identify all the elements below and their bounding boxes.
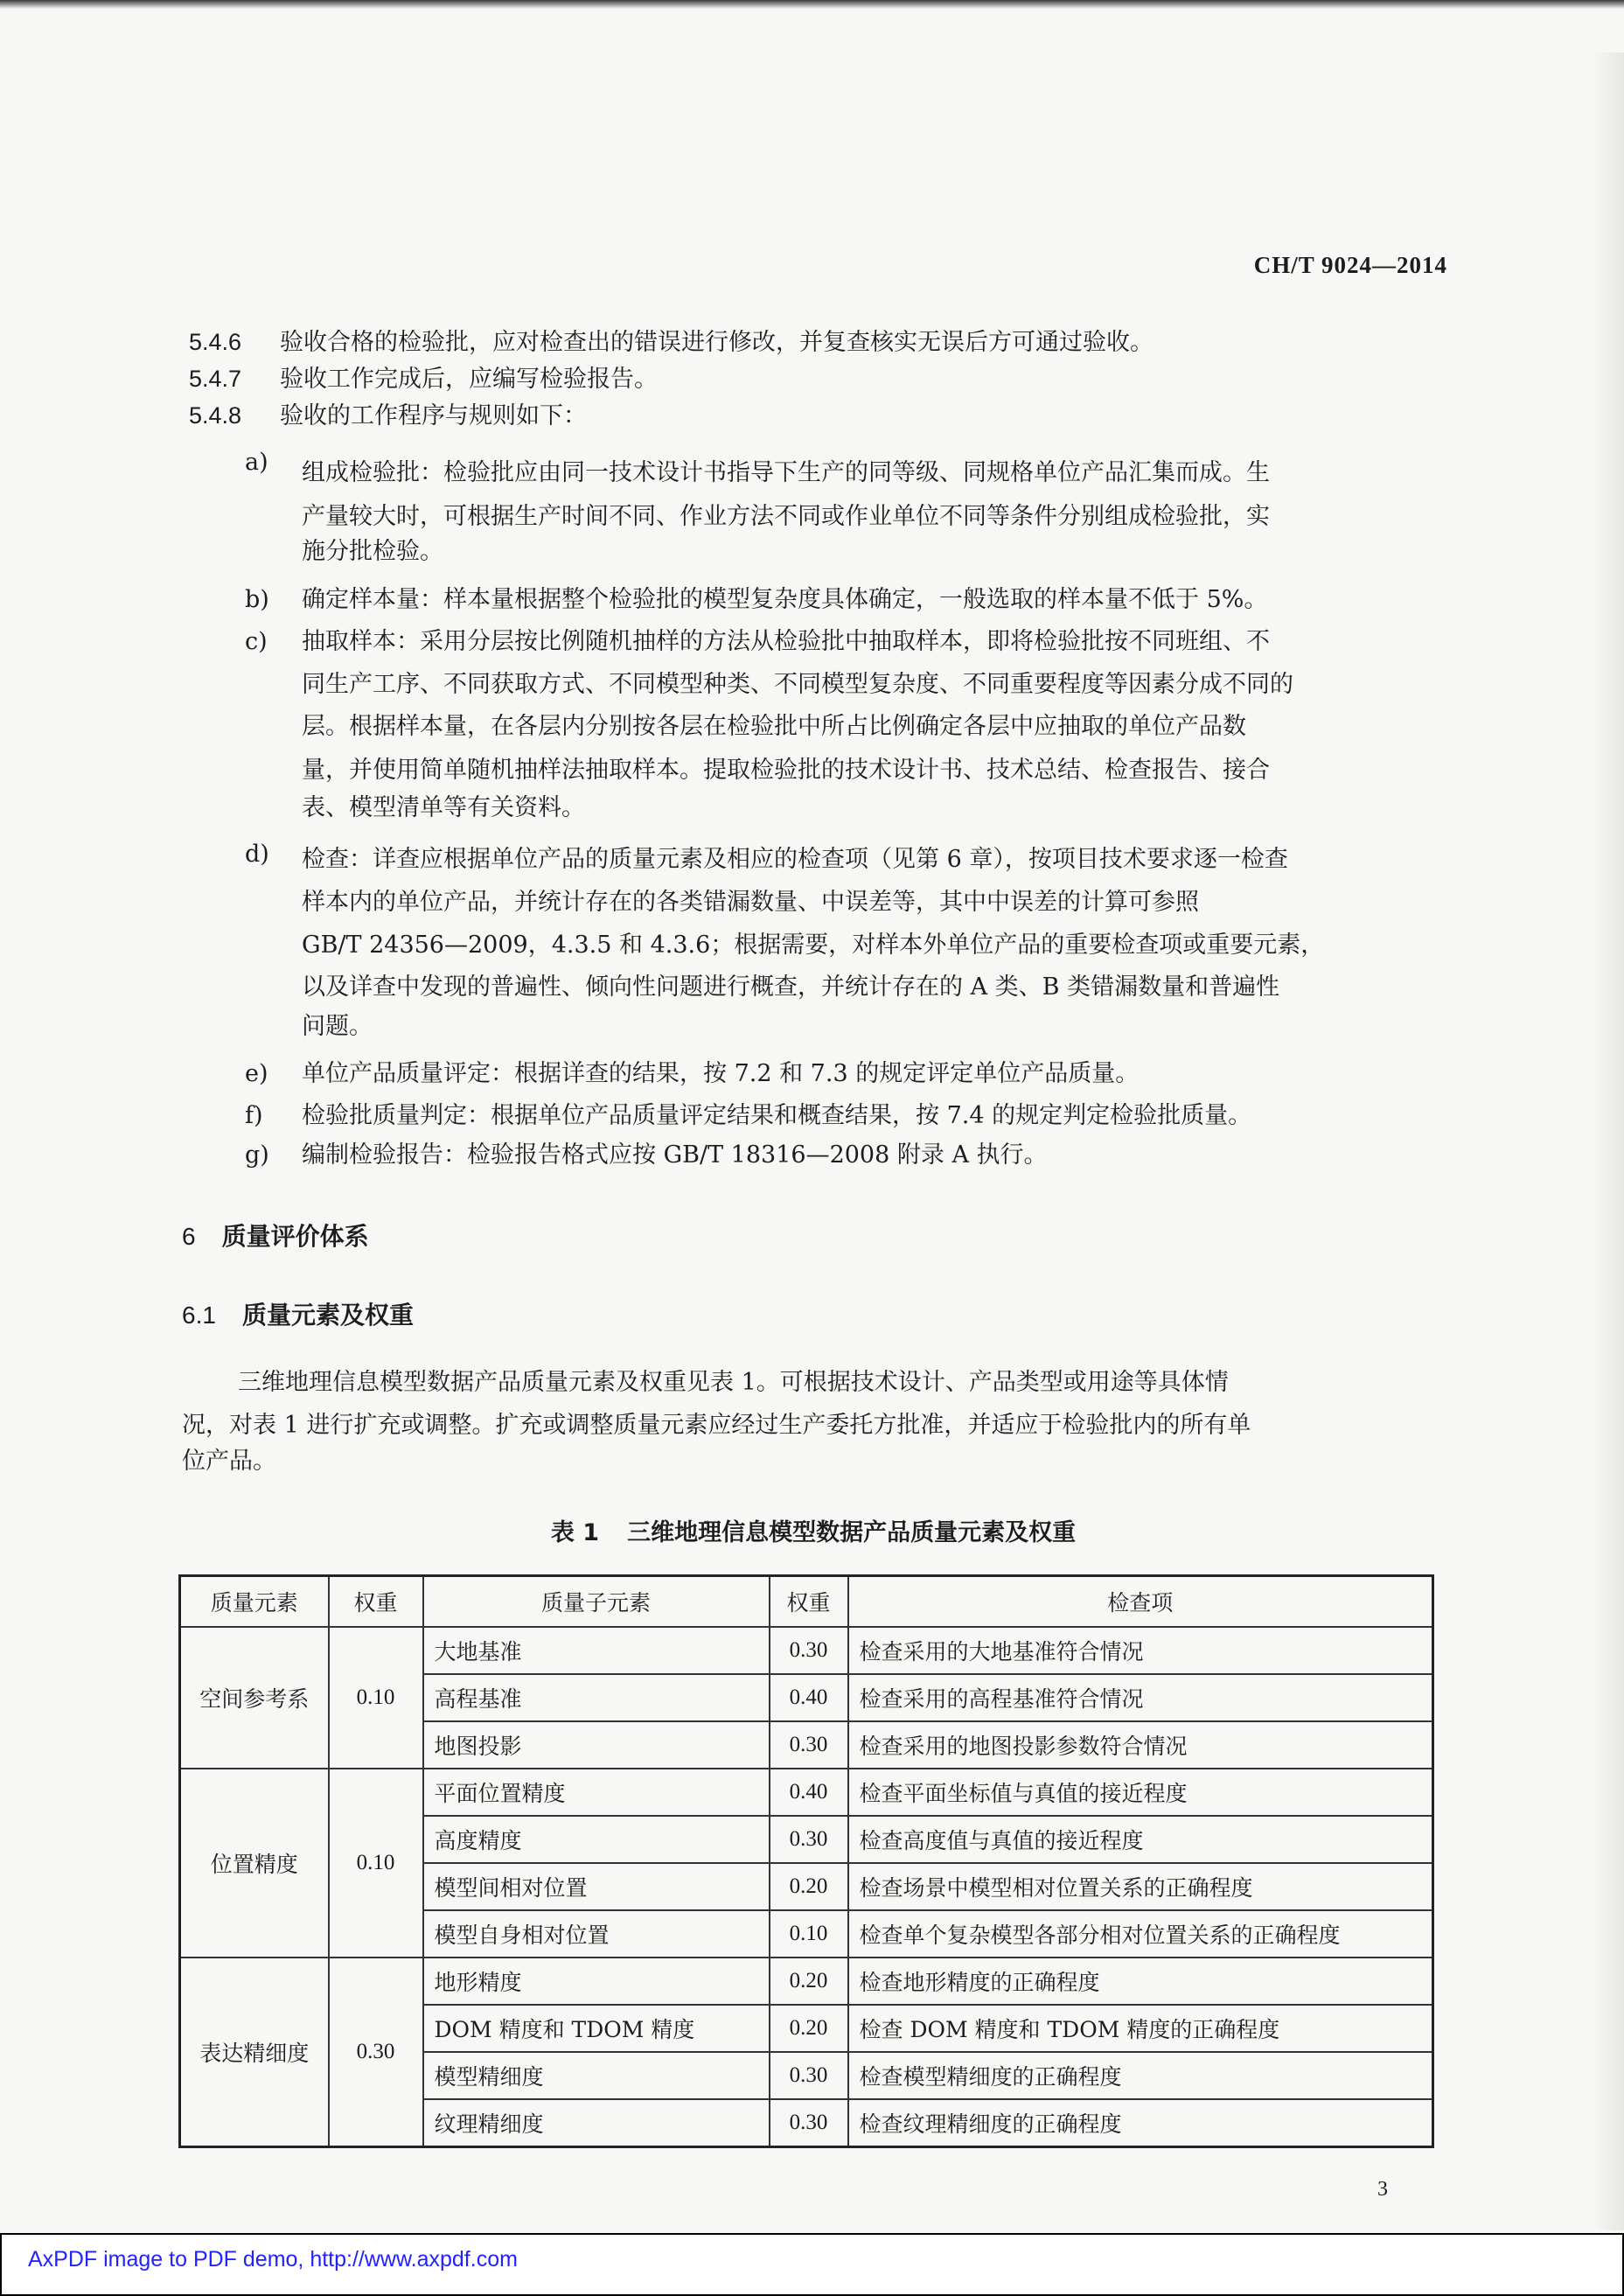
table-caption xyxy=(175,1513,1452,1547)
check-item-cell: 检查场景中模型相对位置关系的正确程度 xyxy=(848,1863,1433,1910)
quality-elements-table xyxy=(178,1574,1434,2148)
sub-weight-cell: 0.20 xyxy=(770,1863,848,1910)
quality-element-cell: 空间参考系 xyxy=(180,1627,329,1769)
list-item-label: a) xyxy=(245,449,268,476)
sub-element-cell: 平面位置精度 xyxy=(423,1769,770,1816)
table-header-cell: 权重 xyxy=(770,1576,848,1628)
table-caption-title: 三维地理信息模型数据产品质量元素及权重 xyxy=(627,1519,1077,1546)
check-item-cell: 检查模型精细度的正确程度 xyxy=(848,2052,1433,2099)
sub-weight-cell: 0.40 xyxy=(770,1674,848,1721)
sub-element-cell: 模型间相对位置 xyxy=(423,1863,770,1910)
list-item-line: 检验批质量判定：根据单位产品质量评定结果和概查结果，按 7.4 的规定判定检验批质量。 xyxy=(302,1102,1252,1129)
table-caption-number: 表 1 xyxy=(550,1519,600,1546)
element-weight-cell: 0.30 xyxy=(329,1958,423,2147)
sub-element-cell: 大地基准 xyxy=(423,1627,770,1674)
sub-element-cell: 模型精细度 xyxy=(423,2052,770,2099)
sub-weight-cell: 0.40 xyxy=(770,1769,848,1816)
watermark-footer xyxy=(0,2233,1624,2296)
check-item-cell: 检查 DOM 精度和 TDOM 精度的正确程度 xyxy=(848,2005,1433,2052)
element-weight-cell: 0.10 xyxy=(329,1627,423,1769)
paragraph-line: 位产品。 xyxy=(182,1448,276,1475)
element-weight-cell: 0.10 xyxy=(329,1769,423,1958)
clause-number: 5.4.7 xyxy=(189,366,242,392)
list-item-label: b) xyxy=(245,586,269,613)
list-item-line: 施分批检验。 xyxy=(302,538,443,565)
list-item-line: 同生产工序、不同获取方式、不同模型种类、不同模型复杂度、不同重要程度等因素分成不同的 xyxy=(302,671,1293,698)
check-item-cell: 检查采用的大地基准符合情况 xyxy=(848,1627,1433,1674)
check-item-cell: 检查平面坐标值与真值的接近程度 xyxy=(848,1769,1433,1816)
scan-right-edge xyxy=(1593,52,1624,2230)
sub-element-cell: 纹理精细度 xyxy=(423,2099,770,2147)
table-row xyxy=(180,1627,1433,1674)
scan-top-shadow xyxy=(0,0,1624,9)
list-item-line: 量，并使用简单随机抽样法抽取样本。提取检验批的技术设计书、技术总结、检查报告、接合 xyxy=(302,757,1270,784)
list-item-label: d) xyxy=(245,841,269,868)
list-item-label: g) xyxy=(245,1141,269,1169)
sub-weight-cell: 0.30 xyxy=(770,2052,848,2099)
list-item-label: e) xyxy=(245,1060,268,1087)
clause-text: 验收工作完成后，应编写检验报告。 xyxy=(280,366,658,393)
clause-text: 验收合格的检验批，应对检查出的错误进行修改，并复查核实无误后方可通过验收。 xyxy=(280,329,1154,356)
list-item-line: GB/T 24356—2009，4.3.5 和 4.3.6；根据需要，对样本外单位产品的重要检查项或重要元素， xyxy=(302,932,1325,959)
subsection-title: 质量元素及权重 xyxy=(241,1301,414,1329)
table-header-row xyxy=(180,1576,1433,1628)
list-item-line: 表、模型清单等有关资料。 xyxy=(302,794,585,821)
table-header-cell: 权重 xyxy=(329,1576,423,1628)
sub-weight-cell: 0.10 xyxy=(770,1910,848,1958)
clause-text: 验收的工作程序与规则如下： xyxy=(280,402,587,429)
list-item-line: 抽取样本：采用分层按比例随机抽样的方法从检验批中抽取样本，即将检验批按不同班组、不 xyxy=(302,628,1270,655)
sub-weight-cell: 0.30 xyxy=(770,1627,848,1674)
list-item-line: 样本内的单位产品，并统计存在的各类错漏数量、中误差等，其中中误差的计算可参照 xyxy=(302,889,1199,916)
check-item-cell: 检查单个复杂模型各部分相对位置关系的正确程度 xyxy=(848,1910,1433,1958)
clause-number: 5.4.6 xyxy=(189,329,242,355)
check-item-cell: 检查高度值与真值的接近程度 xyxy=(848,1816,1433,1863)
subsection-heading xyxy=(182,1296,414,1331)
check-item-cell: 检查采用的高程基准符合情况 xyxy=(848,1674,1433,1721)
sub-weight-cell: 0.20 xyxy=(770,1958,848,2005)
sub-element-cell: 高度精度 xyxy=(423,1816,770,1863)
list-item-line: 产量较大时，可根据生产时间不同、作业方法不同或作业单位不同等条件分别组成检验批，实 xyxy=(302,503,1270,530)
list-item-line: 问题。 xyxy=(302,1013,373,1040)
section-heading xyxy=(182,1218,369,1253)
list-item-line: 编制检验报告：检验报告格式应按 GB/T 18316—2008 附录 A 执行。 xyxy=(302,1141,1048,1169)
sub-element-cell: 模型自身相对位置 xyxy=(423,1910,770,1958)
check-item-cell: 检查地形精度的正确程度 xyxy=(848,1958,1433,2005)
list-item-line: 组成检验批：检验批应由同一技术设计书指导下生产的同等级、同规格单位产品汇集而成。生 xyxy=(302,459,1270,486)
check-item-cell: 检查纹理精细度的正确程度 xyxy=(848,2099,1433,2147)
paragraph-line: 况，对表 1 进行扩充或调整。扩充或调整质量元素应经过生产委托方批准，并适应于检验批内的所有单 xyxy=(182,1412,1251,1439)
paragraph-line: 三维地理信息模型数据产品质量元素及权重见表 1。可根据技术设计、产品类型或用途等具体情 xyxy=(238,1369,1229,1396)
section-title: 质量评价体系 xyxy=(221,1222,369,1251)
table-header-cell: 质量元素 xyxy=(180,1576,329,1628)
sub-weight-cell: 0.30 xyxy=(770,2099,848,2147)
sub-weight-cell: 0.30 xyxy=(770,1816,848,1863)
footer-link-text[interactable]: AxPDF image to PDF demo, http://www.axpdf.com xyxy=(28,2247,518,2272)
table-header-cell: 质量子元素 xyxy=(423,1576,770,1628)
list-item-line: 层。根据样本量，在各层内分别按各层在检验批中所占比例确定各层中应抽取的单位产品数 xyxy=(302,713,1246,740)
sub-weight-cell: 0.20 xyxy=(770,2005,848,2052)
quality-element-cell: 位置精度 xyxy=(180,1769,329,1958)
table-row xyxy=(180,1769,1433,1816)
table-header-cell: 检查项 xyxy=(848,1576,1433,1628)
sub-element-cell: 高程基准 xyxy=(423,1674,770,1721)
section-number: 6 xyxy=(182,1223,196,1250)
sub-element-cell: 地形精度 xyxy=(423,1958,770,2005)
sub-element-cell: DOM 精度和 TDOM 精度 xyxy=(423,2005,770,2052)
list-item-label: f) xyxy=(245,1102,263,1129)
quality-element-cell: 表达精细度 xyxy=(180,1958,329,2147)
table-row xyxy=(180,1958,1433,2005)
sub-weight-cell: 0.30 xyxy=(770,1721,848,1769)
list-item-line: 以及详查中发现的普遍性、倾向性问题进行概查，并统计存在的 A 类、B 类错漏数量和普遍性 xyxy=(302,974,1280,1001)
list-item-label: c) xyxy=(245,628,268,655)
check-item-cell: 检查采用的地图投影参数符合情况 xyxy=(848,1721,1433,1769)
page-number: 3 xyxy=(1377,2178,1388,2201)
standard-code: CH/T 9024—2014 xyxy=(1253,252,1447,278)
list-item-line: 检查：详查应根据单位产品的质量元素及相应的检查项（见第 6 章），按项目技术要求逐一检查 xyxy=(302,846,1288,873)
subsection-number: 6.1 xyxy=(182,1302,216,1329)
list-item-line: 单位产品质量评定：根据详查的结果，按 7.2 和 7.3 的规定评定单位产品质量。 xyxy=(302,1060,1140,1087)
list-item-line: 确定样本量：样本量根据整个检验批的模型复杂度具体确定，一般选取的样本量不低于 5%。 xyxy=(302,586,1268,613)
sub-element-cell: 地图投影 xyxy=(423,1721,770,1769)
clause-number: 5.4.8 xyxy=(189,402,242,429)
